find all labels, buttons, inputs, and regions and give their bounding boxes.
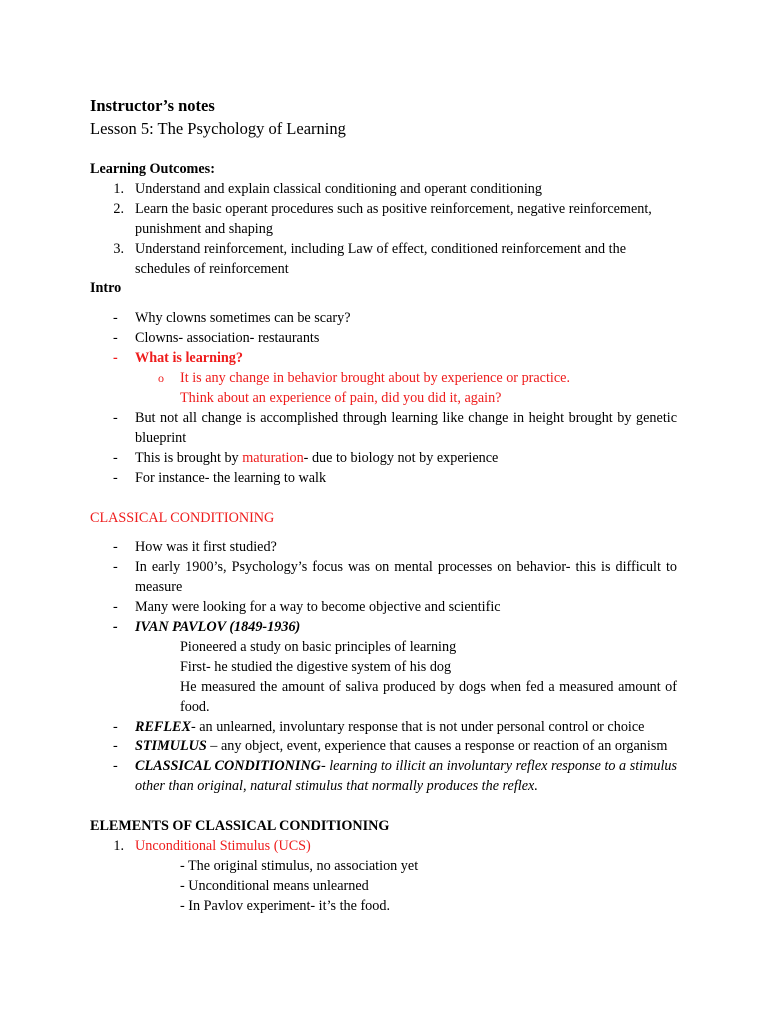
outcome-number: 1. <box>113 180 124 197</box>
sub-bullet-marker: o <box>158 371 164 386</box>
classical-bullet <box>90 718 677 738</box>
bullet-marker: - <box>113 539 118 556</box>
reflex-term: REFLEX <box>135 718 191 735</box>
lesson-title: Lesson 5: The Psychology of Learning <box>90 119 346 138</box>
bullet-marker: - <box>113 559 118 576</box>
element-number: 1. <box>113 838 124 855</box>
intro-bullet <box>90 469 677 489</box>
pavlov-line: He measured the amount of saliva produced by dogs when fed a measured amount of food. <box>180 678 677 715</box>
bullet-text: Many were looking for a way to become objective and scientific <box>135 599 501 616</box>
intro-sub-bullet <box>90 369 677 409</box>
outcome-number: 3. <box>113 240 124 257</box>
bullet-text: For instance- the learning to walk <box>135 469 327 486</box>
bullet-marker: - <box>113 619 118 636</box>
intro-bullet <box>90 329 677 349</box>
intro-bullet <box>90 449 677 469</box>
element-item <box>90 837 677 857</box>
bullet-marker: - <box>113 718 118 735</box>
outcome-text: Understand and explain classical conditioning and operant conditioning <box>135 180 542 197</box>
classical-bullet <box>90 737 677 757</box>
outcome-number: 2. <box>113 200 124 217</box>
bullet-marker: - <box>113 449 118 466</box>
bullet-marker: - <box>113 469 118 486</box>
pavlov-line: Pioneered a study on basic principles of learning <box>180 638 457 655</box>
outcome-text: Learn the basic operant procedures such as positive reinforcement, negative reinforcement, punishment and shaping <box>135 200 652 237</box>
document-body <box>90 94 677 917</box>
element-detail: - The original stimulus, no association yet <box>180 858 419 874</box>
bullet-marker: - <box>113 409 118 426</box>
classical-bullet <box>90 618 677 638</box>
bullet-text-cont: - due to biology not by experience <box>303 449 499 466</box>
elements-heading: ELEMENTS OF CLASSICAL CONDITIONING <box>90 818 390 835</box>
bullet-text: Clowns- association- restaurants <box>135 330 320 347</box>
bullet-marker: - <box>113 738 118 755</box>
element-label: Unconditional Stimulus (UCS) <box>135 838 311 855</box>
outcome-item <box>90 180 677 200</box>
bullet-marker: - <box>113 758 118 775</box>
bullet-text: But not all change is accomplished through learning like change in height brought by genetic blueprint <box>135 409 677 446</box>
intro-bullet <box>90 409 677 449</box>
maturation-term: maturation <box>242 449 304 466</box>
bullet-marker: - <box>113 599 118 616</box>
intro-heading: Intro <box>90 280 122 297</box>
sub-bullet-text-cont: Think about an experience of pain, did you did it, again? <box>180 389 502 406</box>
reflex-definition: - an unlearned, involuntary response that is not under personal control or choice <box>190 718 645 735</box>
element-detail: - In Pavlov experiment- it’s the food. <box>180 897 391 914</box>
bullet-text: How was it first studied? <box>135 539 277 556</box>
intro-bullet <box>90 309 677 329</box>
bullet-marker: - <box>113 330 118 347</box>
bullet-marker: - <box>113 310 118 327</box>
cc-term: CLASSICAL CONDITIONING <box>135 758 321 775</box>
bullet-marker: - <box>113 350 118 367</box>
outcome-item <box>90 200 677 240</box>
sub-bullet-text: It is any change in behavior brought about by experience or practice. <box>180 370 571 387</box>
classical-bullet <box>90 538 677 558</box>
classical-bullet <box>90 757 677 797</box>
bullet-text: What is learning? <box>135 350 243 367</box>
bullet-text: Why clowns sometimes can be scary? <box>135 310 351 327</box>
bullet-text: In early 1900’s, Psychology’s focus was on mental processes on behavior- this is difficult to measure <box>135 559 677 596</box>
element-detail: - Unconditional means unlearned <box>180 877 369 894</box>
outcome-item <box>90 240 677 280</box>
pavlov-line: First- he studied the digestive system of his dog <box>180 658 452 675</box>
stimulus-term: STIMULUS <box>135 738 207 755</box>
stimulus-definition: – any object, event, experience that causes a response or reaction of an organism <box>206 738 668 755</box>
outcomes-heading: Learning Outcomes: <box>90 161 215 177</box>
classical-bullet <box>90 598 677 618</box>
classical-bullet <box>90 558 677 598</box>
notes-title: Instructor’s notes <box>90 96 215 115</box>
intro-bullet <box>90 349 677 369</box>
pavlov-heading: IVAN PAVLOV (1849-1936) <box>135 619 301 636</box>
outcome-text: Understand reinforcement, including Law of effect, conditioned reinforcement and the schedules of reinforcement <box>135 240 626 277</box>
cc-definition: - learning to illicit an involuntary reflex response to a stimulus other than original, natural stimulus that normally produces the reflex. <box>135 758 677 795</box>
classical-heading: CLASSICAL CONDITIONING <box>90 509 275 526</box>
bullet-text: This is brought by <box>135 449 243 466</box>
